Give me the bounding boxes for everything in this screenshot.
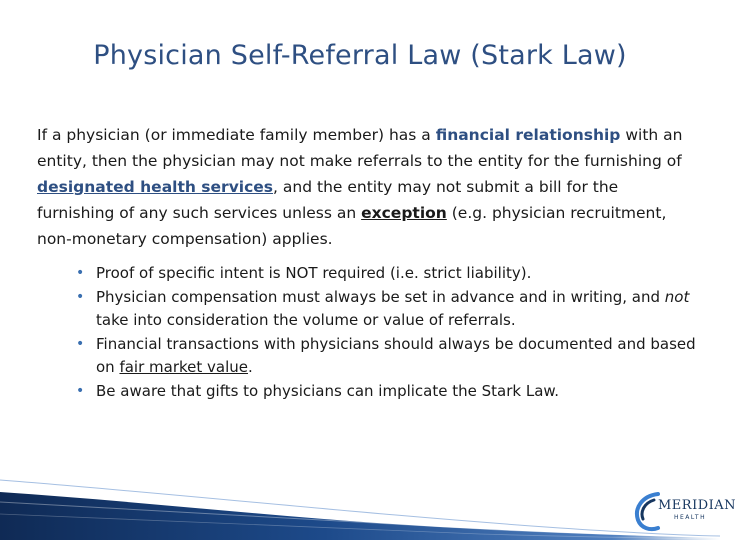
term-exception: exception — [361, 204, 447, 222]
bullet-text-3-fmv: fair market value — [119, 358, 249, 376]
bullet-text-1: Proof of specific intent is NOT required (i.e. strict liability). — [96, 264, 532, 282]
bullet-icon: • — [76, 288, 85, 305]
logo-name: MERIDIAN — [658, 498, 736, 513]
bullet-list — [76, 262, 696, 403]
intro-text-4: (e.g. physician recruitment, non-monetary compensation) applies. — [37, 204, 667, 248]
term-financial-relationship: financial relationship — [435, 126, 621, 144]
bullet-text-2b: take into consideration the volume or value of referrals. — [96, 311, 516, 329]
bullet-text-2-not: not — [664, 287, 690, 306]
footer-wave-band — [0, 472, 720, 540]
bullet-text-4: Be aware that gifts to physicians can implicate the Stark Law. — [96, 381, 560, 400]
bullet-item-1 — [76, 262, 696, 286]
logo-subtitle: HEALTH — [674, 514, 707, 521]
bullet-icon: • — [76, 335, 85, 352]
intro-paragraph — [37, 122, 697, 252]
bullet-item-3 — [76, 333, 696, 380]
meridian-health-logo — [630, 488, 736, 534]
intro-text-3: , and the entity may not submit a bill for the furnishing of any such services unless an — [37, 178, 619, 222]
bullet-text-3a: Financial transactions with physicians should always be documented and based on — [96, 334, 696, 376]
bullet-icon: • — [76, 265, 85, 281]
bullet-icon: • — [76, 382, 85, 399]
bullet-item-4 — [76, 380, 696, 404]
bullet-item-2 — [76, 286, 696, 333]
bullet-text-2a: Physician compensation must always be set in advance and in writing, and — [96, 287, 665, 306]
bullet-text-3b: . — [248, 358, 253, 376]
slide-title: Physician Self-Referral Law (Stark Law) — [93, 40, 627, 71]
intro-text-1: If a physician (or immediate family member) has a — [37, 126, 436, 144]
term-designated-health-services: designated health services — [37, 178, 274, 196]
intro-text-2: with an entity, then the physician may not make referrals to the entity for the furnishing of — [37, 126, 683, 170]
